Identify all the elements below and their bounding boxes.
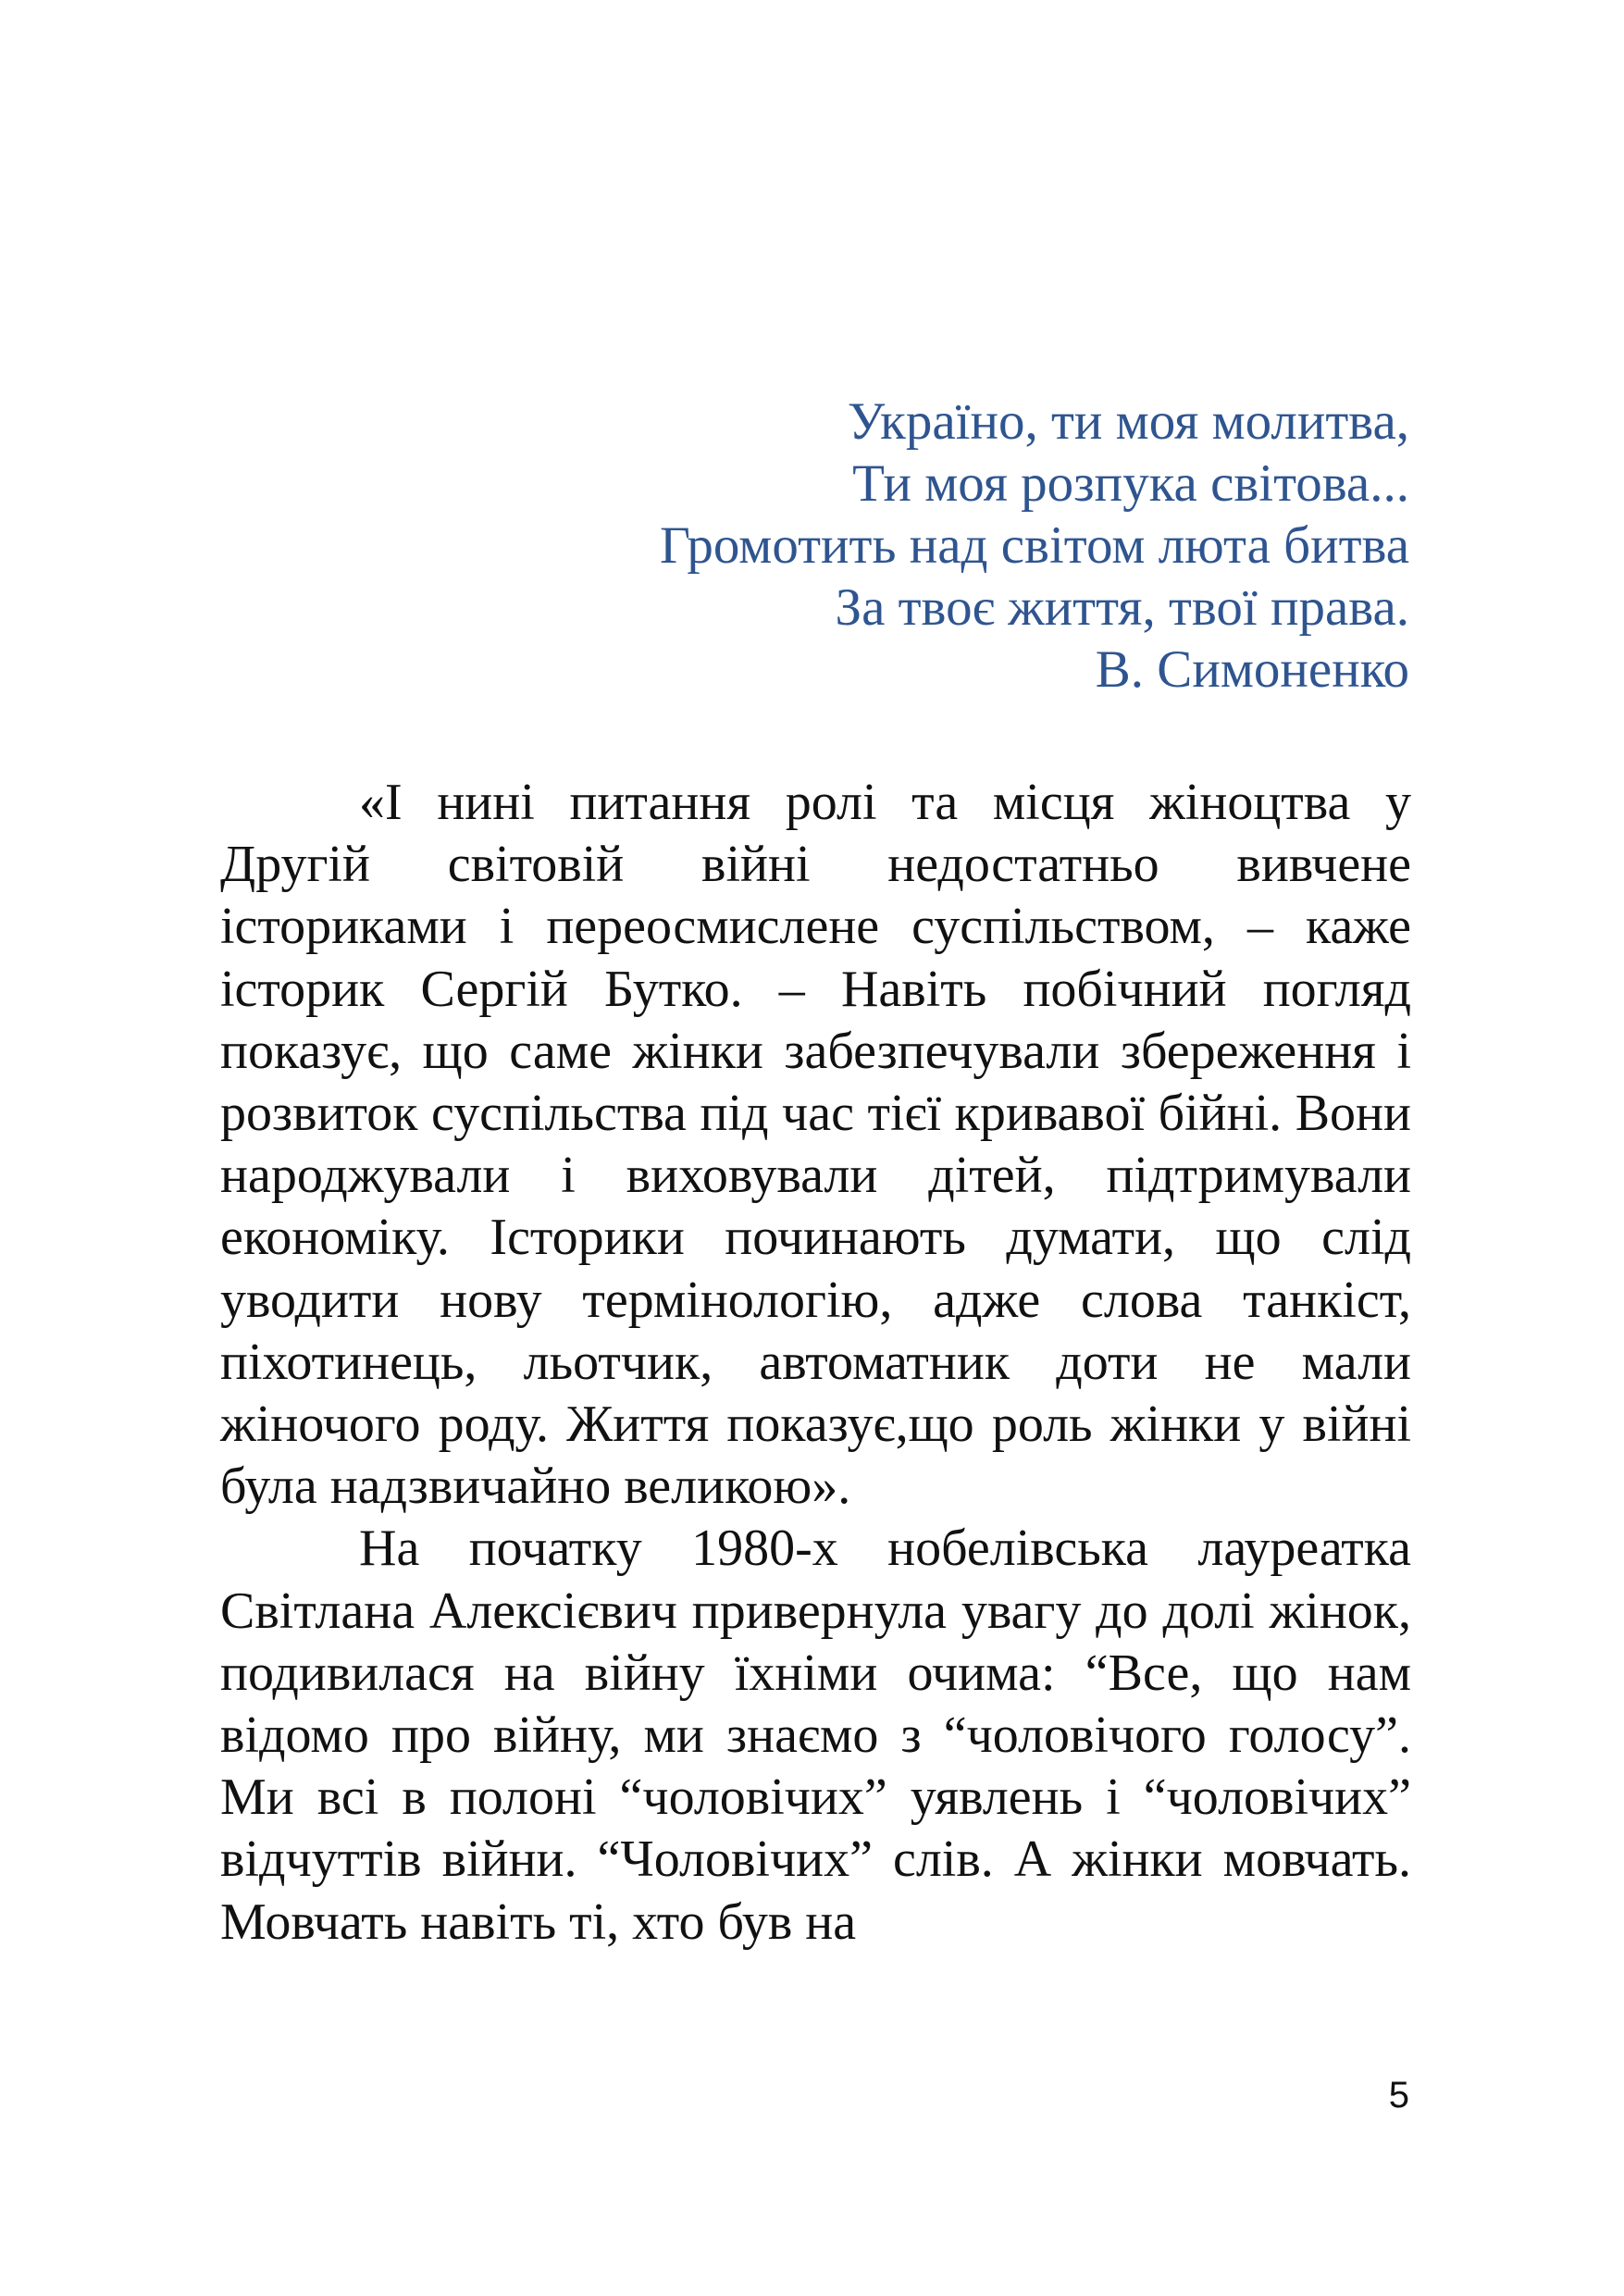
paragraph-quote: «І нині питання ролі та місця жіноцтва у Другій світовій війні недостатньо вивчене істориками і переосмислене суспільством, – каже історик Сергій Бутко. – Навіть побічний погляд показує, що саме жінки забезпечували збереження і розвиток суспільства під час тієї кривавої бійні. Вони народжували і виховували дітей, підтримували економіку. Історики починають думати, що слід уводити нову термінологію, адже слова танкіст, піхотинець, льотчик, автоматник доти не мали жіночого роду. Життя показує,що роль жінки у війні була надзвичайно великою». [220,774,1411,1516]
epigraph-line: Громотить над світом люта битва [660,516,1409,575]
epigraph-author: В. Симоненко [1095,640,1409,699]
paragraph-alexievich: На початку 1980-х нобелівська лауреатка Світлана Алексієвич привернула увагу до долі жінок, подивилася на війну їхніми очима: “Все, що нам відомо про війну, ми знаємо з “чоловічого голосу”. Ми всі в полоні “чоловічих” уявлень і “чоловічих” відчуттів війни. “Чоловічих” слів. А жінки мовчать. Мовчать навіть ті, хто був на [220,1520,1411,1951]
epigraph-line: Ти моя розпука світова... [852,454,1409,513]
epigraph-line: Україно, ти моя молитва, [847,392,1409,451]
epigraph [484,391,1409,701]
main-text [220,772,1411,1954]
epigraph-line: За твоє життя, твої права. [835,578,1409,637]
page-number: 5 [1388,2075,1409,2116]
